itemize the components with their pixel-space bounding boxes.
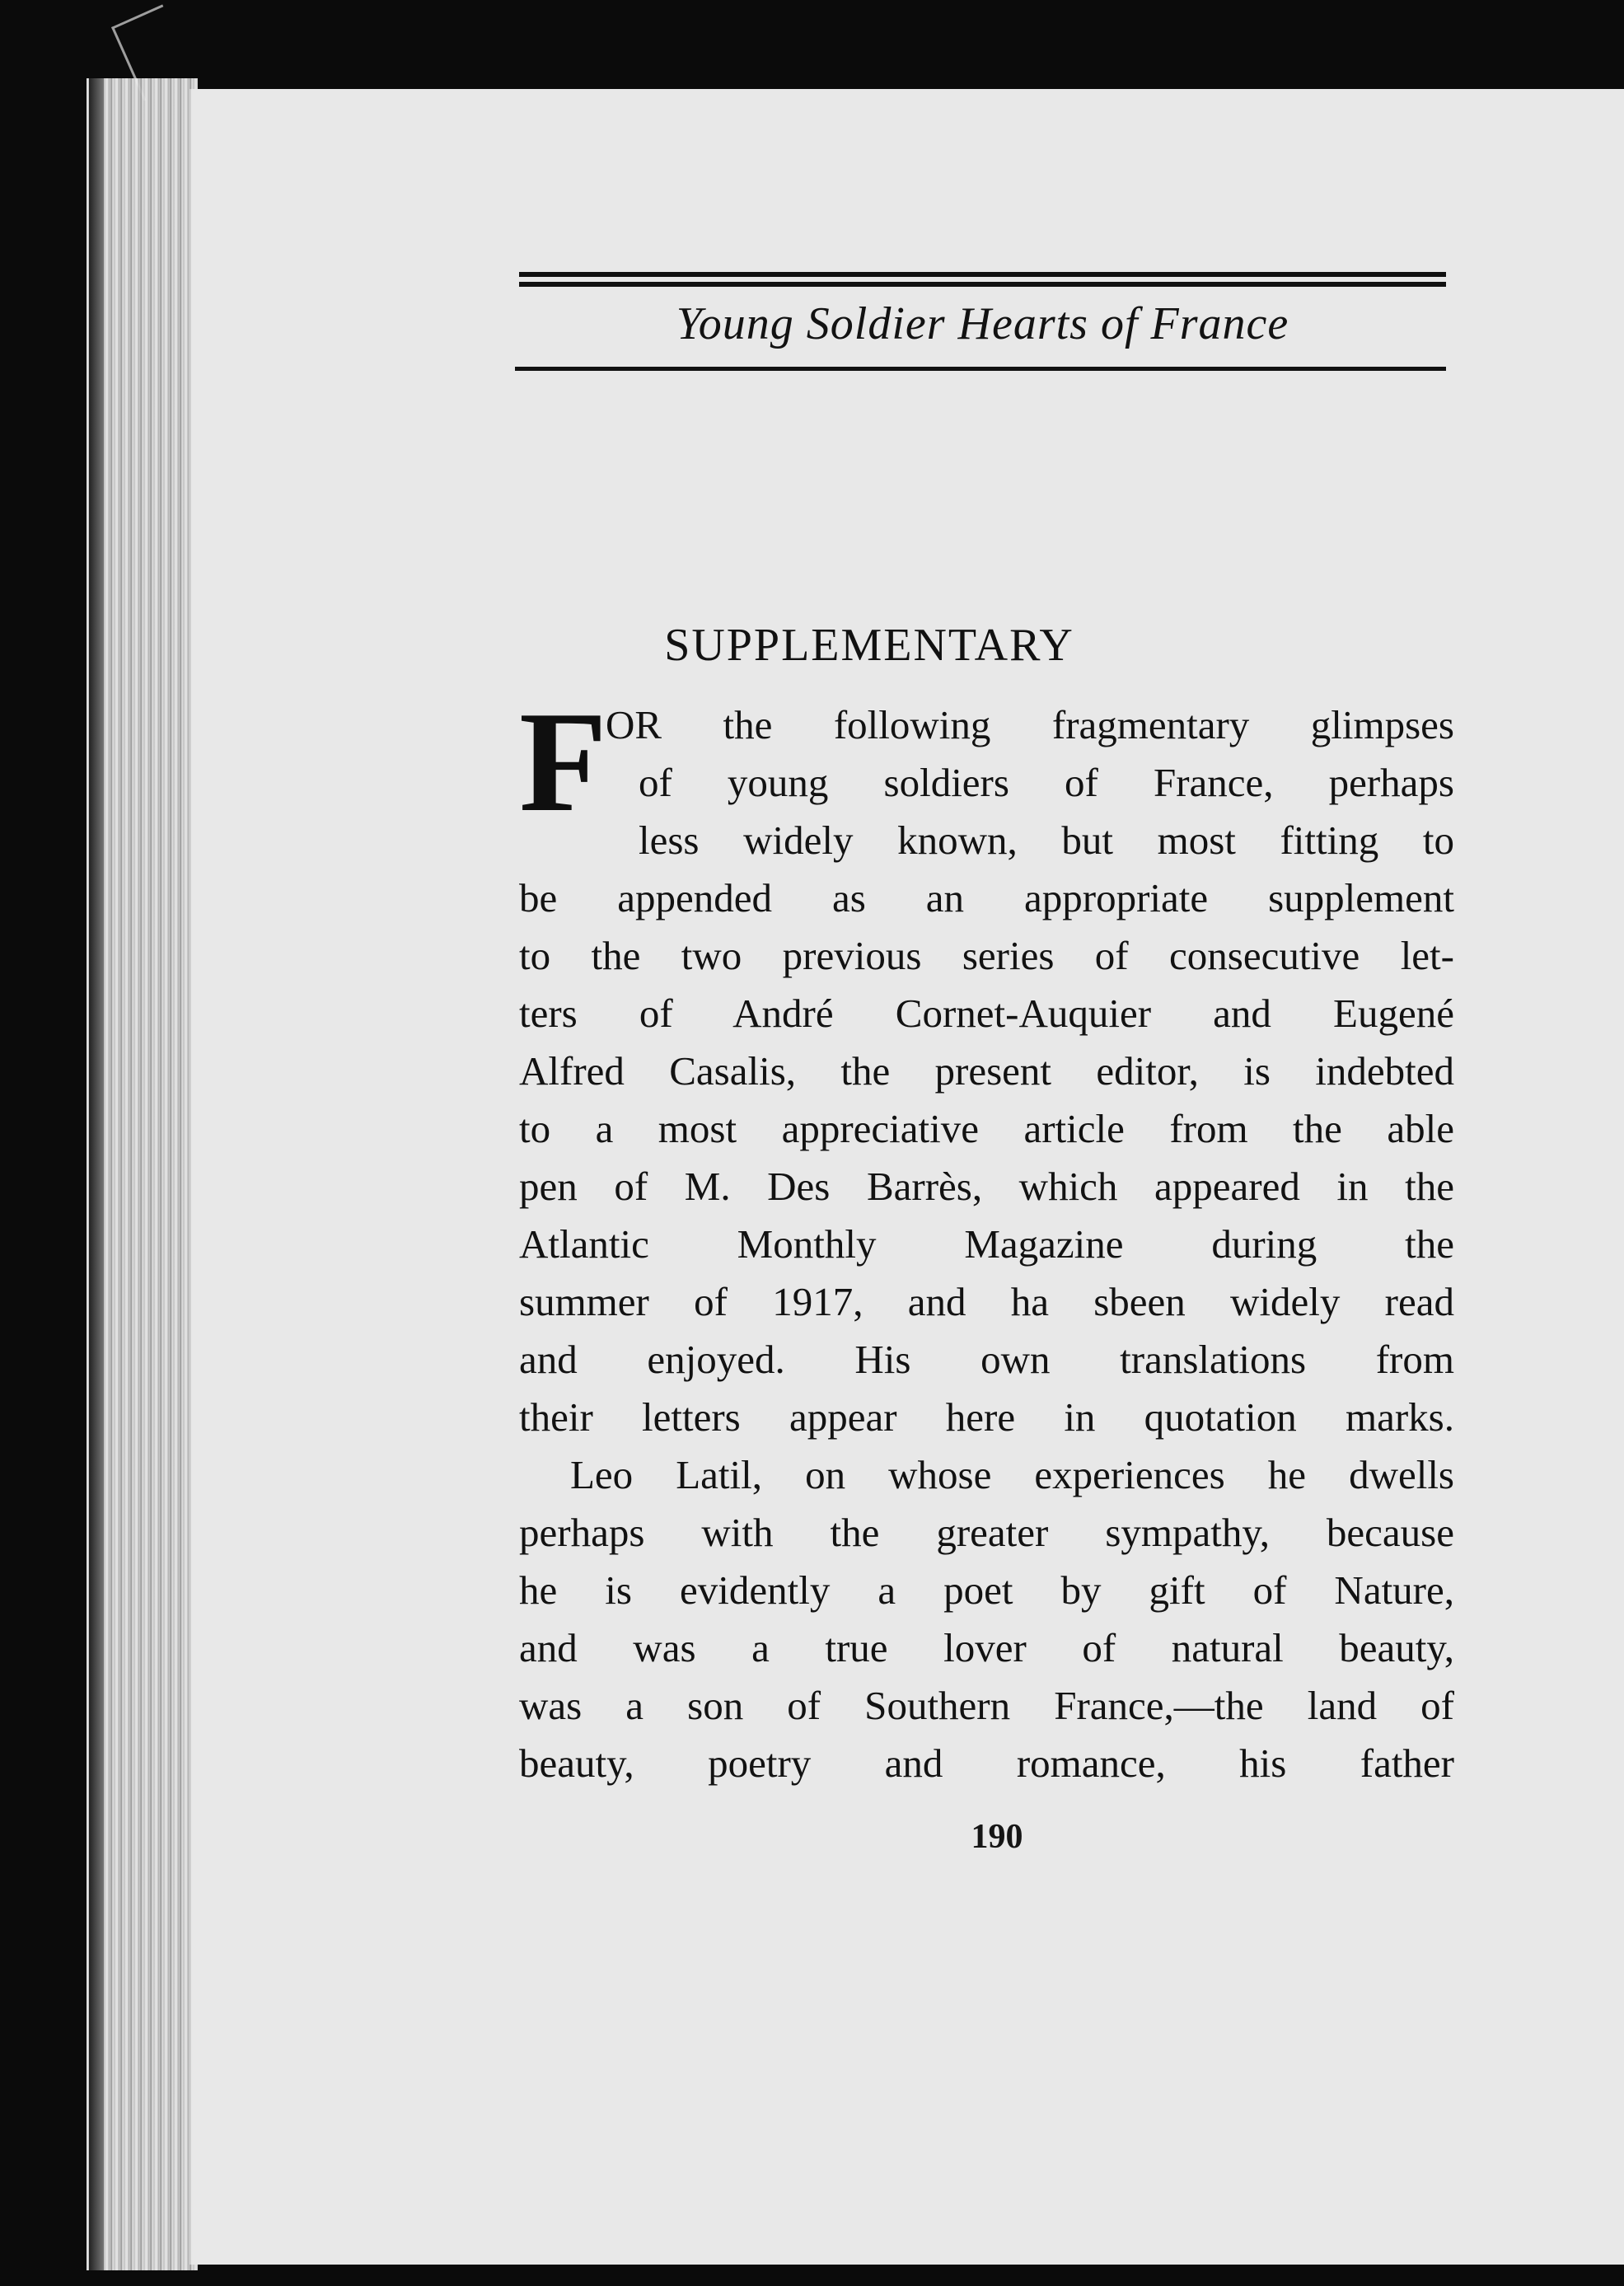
- body-line: and was a true lover of natural beauty,: [519, 1625, 1454, 1670]
- body-line: perhaps with the greater sympathy, because: [519, 1510, 1454, 1555]
- body-line: summer of 1917, and ha sbeen widely read: [519, 1279, 1454, 1324]
- body-line: and enjoyed. His own translations from: [519, 1337, 1454, 1382]
- dropcap-text-lines: [606, 696, 1454, 869]
- body-line: to a most appreciative article from the able: [519, 1106, 1454, 1151]
- running-head: [325, 185, 1446, 387]
- body-line: their letters appear here in quotation marks.: [519, 1394, 1454, 1440]
- drop-cap-letter: F: [519, 682, 607, 841]
- body-line: to the two previous series of consecutive let-: [519, 933, 1454, 978]
- body-line: pen of M. Des Barrès, which appeared in the: [519, 1164, 1454, 1209]
- body-line: Alfred Casalis, the present editor, is indebted: [519, 1048, 1454, 1094]
- section-heading: SUPPLEMENTARY: [664, 620, 1074, 671]
- running-head-title: Young Soldier Hearts of France: [676, 298, 1289, 349]
- page-number: 190: [971, 1818, 1023, 1856]
- body-line: Atlantic Monthly Magazine during the: [519, 1221, 1454, 1267]
- body-line: Leo Latil, on whose experiences he dwells: [570, 1452, 1454, 1497]
- body-line: was a son of Southern France,—the land of: [519, 1683, 1454, 1728]
- body-line: beauty, poetry and romance, his father: [519, 1740, 1454, 1786]
- body-line: less widely known, but most fitting to: [639, 817, 1454, 863]
- body-text: [519, 682, 1454, 1792]
- body-line: of young soldiers of France, perhaps: [639, 760, 1454, 805]
- body-line: he is evidently a poet by gift of Nature,: [519, 1567, 1454, 1613]
- book-edge-shadow: [89, 78, 104, 2270]
- body-line: be appended as an appropriate supplement: [519, 875, 1454, 920]
- running-head-rule-middle: [519, 282, 1446, 287]
- body-line: OR the following fragmentary glimpses: [606, 702, 1454, 747]
- dropcap-paragraph-opening: [519, 682, 1454, 869]
- body-line: ters of André Cornet-Auquier and Eugené: [519, 991, 1454, 1036]
- running-head-rule-bottom: [515, 367, 1446, 371]
- running-head-double-rule: [519, 272, 1446, 290]
- running-head-rule-top: [519, 272, 1446, 277]
